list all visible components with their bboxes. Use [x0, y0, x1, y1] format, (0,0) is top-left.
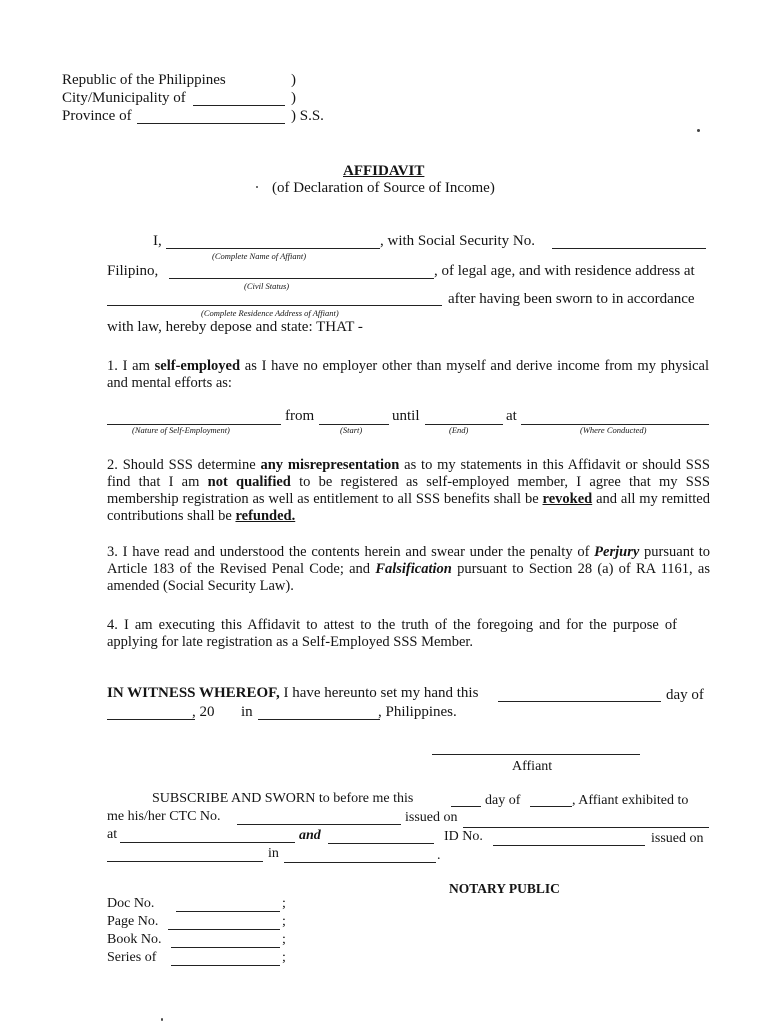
witness-year: , 20	[192, 704, 215, 720]
civil-caption: (Civil Status)	[244, 281, 290, 291]
scan-speck	[256, 186, 258, 188]
paragraph-1: 1. I am self-employed as I have no employer other than myself and derive income from my physical and mental efforts as:	[107, 358, 709, 391]
id-no-blank[interactable]	[493, 845, 645, 846]
jurat-ctc-label: me his/her CTC No.	[107, 809, 221, 824]
jurat-day-blank[interactable]	[451, 806, 481, 807]
header-paren-1: )	[291, 72, 296, 88]
filipino-label: Filipino,	[107, 263, 159, 279]
witness-day-of: day of	[666, 687, 704, 703]
address-caption: (Complete Residence Address of Affiant)	[201, 308, 339, 318]
paragraph-3: 3. I have read and understood the contents herein and swear under the penalty of Perjury pursuant to Article 183 of the Revised Penal Code; and Falsification pursuant to Section 28 (a) of RA 1161, as amended (Social Security Law).	[107, 544, 710, 594]
end-caption: (End)	[449, 425, 469, 435]
ssn-text: , with Social Security No.	[380, 233, 535, 249]
until-label: until	[392, 408, 420, 424]
series-end: ;	[282, 950, 286, 965]
jurat-month-blank[interactable]	[530, 806, 572, 807]
witness-place-blank[interactable]	[258, 719, 380, 720]
start-caption: (Start)	[340, 425, 363, 435]
witness-day-blank[interactable]	[498, 701, 661, 702]
jurat-id-no: ID No.	[444, 829, 483, 844]
page-no-blank[interactable]	[168, 929, 280, 930]
page-no-label: Page No.	[107, 914, 159, 929]
affiant-label: Affiant	[512, 759, 553, 774]
header-paren-2: )	[291, 90, 296, 106]
witness-in: in	[241, 704, 253, 720]
sworn-text: after having been sworn to in accordance	[448, 291, 695, 307]
jurat-issued-on-2: issued on	[651, 831, 704, 846]
doc-no-end: ;	[282, 896, 286, 911]
witness-month-blank[interactable]	[107, 719, 195, 720]
paragraph-2: 2. Should SSS determine any misrepresentation as to my statements in this Affidavit or should SSS find that I am not qualified to be registered as self-employed member, I agree that my SSS membership registration as well as entitlement to all SSS benefits shall be revoked and all my remitted contributions shall be refunded.	[107, 457, 710, 524]
ctc-issued-blank[interactable]	[463, 827, 709, 828]
header-city-label: City/Municipality of	[62, 90, 186, 106]
book-no-end: ;	[282, 932, 286, 947]
scan-speck	[161, 1018, 163, 1021]
at-label: at	[506, 408, 517, 424]
i-label: I,	[153, 233, 162, 249]
scan-speck	[697, 129, 700, 132]
header-ss: ) S.S.	[291, 108, 324, 124]
series-blank[interactable]	[171, 965, 280, 966]
witness-philippines: , Philippines.	[378, 704, 457, 720]
age-text: , of legal age, and with residence address at	[434, 263, 695, 279]
header-republic: Republic of the Philippines	[62, 72, 226, 88]
jurat-at: at	[107, 827, 118, 842]
city-blank[interactable]	[193, 105, 285, 106]
book-no-blank[interactable]	[171, 947, 280, 948]
jurat-and: and	[299, 828, 321, 843]
ctc-no-blank[interactable]	[237, 824, 401, 825]
jurat-exhibited: , Affiant exhibited to	[572, 793, 689, 808]
depose-text: with law, hereby depose and state: THAT -	[107, 319, 363, 335]
book-no-label: Book No.	[107, 932, 162, 947]
jurat-period: .	[437, 848, 441, 863]
name-caption: (Complete Name of Affiant)	[212, 251, 307, 261]
jurat-date-blank[interactable]	[107, 861, 263, 862]
province-blank[interactable]	[137, 123, 285, 124]
series-label: Series of	[107, 950, 157, 965]
document-title: AFFIDAVIT	[343, 163, 425, 179]
where-caption: (Where Conducted)	[580, 425, 647, 435]
address-blank[interactable]	[107, 305, 442, 306]
header-province-label: Province of	[62, 108, 132, 124]
jurat-in: in	[268, 846, 279, 861]
from-label: from	[285, 408, 315, 424]
jurat-and-blank[interactable]	[328, 843, 434, 844]
affiant-signature-line[interactable]	[432, 754, 640, 755]
nature-caption: (Nature of Self-Employment)	[132, 425, 230, 435]
jurat-at-blank[interactable]	[120, 842, 295, 843]
jurat-place-blank[interactable]	[284, 862, 436, 863]
jurat-day-of: day of	[485, 793, 521, 808]
notary-public: NOTARY PUBLIC	[449, 881, 560, 896]
doc-no-blank[interactable]	[176, 911, 280, 912]
jurat-line1: SUBSCRIBE AND SWORN to before me this	[152, 791, 414, 806]
affiant-name-blank[interactable]	[166, 248, 380, 249]
civil-status-blank[interactable]	[169, 278, 434, 279]
doc-no-label: Doc No.	[107, 896, 155, 911]
document-subtitle: (of Declaration of Source of Income)	[272, 180, 495, 196]
paragraph-4: 4. I am executing this Affidavit to attest to the truth of the foregoing and for the purpose of applying for late registration as a Self-Employed SSS Member.	[107, 617, 677, 650]
ssn-blank[interactable]	[552, 248, 706, 249]
page-no-end: ;	[282, 914, 286, 929]
witness-text: IN WITNESS WHEREOF, I have hereunto set my hand this	[107, 685, 479, 701]
jurat-issued-on: issued on	[405, 810, 458, 825]
